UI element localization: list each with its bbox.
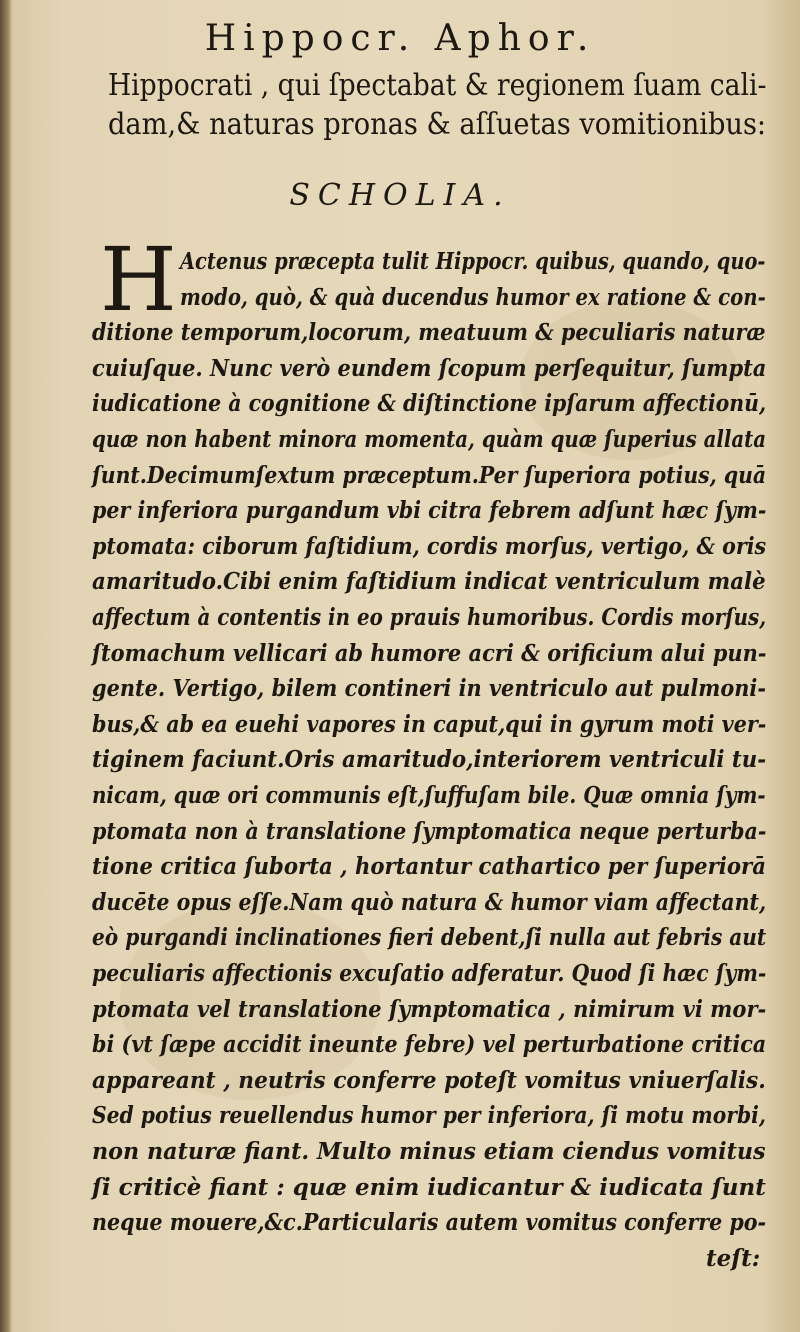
body-line: gente. Vertigo, bilem contineri in ventriculo aut pulmoni- xyxy=(92,675,767,702)
body-line: nicam, quæ ori communis eſt,ſuffuſam bile. Quæ omnia ſym- xyxy=(92,782,766,809)
body-line: modo, quò, & quà ducendus humor ex ratione & con- xyxy=(180,284,766,311)
body-line: ſunt.Decimumſextum præceptum.Per ſuperiora potius, quā xyxy=(92,462,767,489)
body-line: affectum à contentis in eo prauis humoribus. Cordis morſus, xyxy=(92,604,767,631)
body-line: ptomata vel translatione ſymptomatica , nimirum vi mor- xyxy=(92,996,767,1023)
body-line: amaritudo.Cibi enim faſtidium indicat ventriculum malè xyxy=(92,568,766,595)
intro-line-2: dam,& naturas pronas & aſſuetas vomitionibus: xyxy=(108,107,767,142)
scholia-heading: SCHOLIA. xyxy=(289,178,511,213)
body-line: ſi criticè fiant : quæ enim iudicantur & iudicata ſunt xyxy=(92,1174,766,1201)
body-line: teſt: xyxy=(706,1245,761,1272)
body-line: ducēte opus eſſe.Nam quò natura & humor viam affectant, xyxy=(92,889,767,916)
intro-line-1: Hippocrati , qui ſpectabat & regionem ſuam cali- xyxy=(108,68,767,103)
body-line: peculiaris affectionis excuſatio adferatur. Quod ſi hæc ſym- xyxy=(92,960,767,987)
body-line: ſtomachum vellicari ab humore acri & orificium alui pun- xyxy=(92,640,767,667)
body-line: ptomata: ciborum faſtidium, cordis morſus, vertigo, & oris xyxy=(92,533,767,560)
body-line: neque mouere,&c.Particularis autem vomitus conferre po- xyxy=(92,1209,767,1236)
body-line: ptomata non à translatione ſymptomatica neque perturba- xyxy=(92,818,767,845)
body-line: bi (vt ſæpe accidit ineunte febre) vel perturbatione critica xyxy=(92,1031,767,1058)
body-line: bus,& ab ea euehi vapores in caput,qui in gyrum moti ver- xyxy=(92,711,767,738)
body-line: ditione temporum,locorum, meatuum & peculiaris naturæ xyxy=(92,319,766,346)
body-line: per inferiora purgandum vbi citra febrem adſunt hæc ſym- xyxy=(92,497,767,524)
body-line: quæ non habent minora momenta, quàm quæ ſuperius allata xyxy=(92,426,767,453)
body-line: iudicatione à cognitione & diſtinctione ipſarum affectionū, xyxy=(92,390,767,417)
body-line: cuiuſque. Nunc verò eundem ſcopum perſequitur, ſumpta xyxy=(92,355,767,382)
body-line: non naturæ fiant. Multo minus etiam ciendus vomitus xyxy=(92,1138,766,1165)
body-line: Sed potius reuellendus humor per inferiora, ſi motu morbi, xyxy=(92,1102,766,1129)
body-line: tione critica ſuborta , hortantur cathartico per ſuperiorā xyxy=(92,853,766,880)
body-line: Actenus præcepta tulit Hippocr. quibus, quando, quo- xyxy=(180,248,766,275)
body-line: appareant , neutris conferre poteſt vomitus vniuerſalis. xyxy=(92,1067,766,1094)
body-line: tiginem faciunt.Oris amaritudo,interiorem ventriculi tu- xyxy=(92,746,767,773)
body-line: eò purgandi inclinationes fieri debent,ſi nulla aut febris aut xyxy=(92,924,767,951)
drop-cap: H xyxy=(100,228,177,331)
running-header: Hippocr. Aphor. xyxy=(204,18,596,59)
